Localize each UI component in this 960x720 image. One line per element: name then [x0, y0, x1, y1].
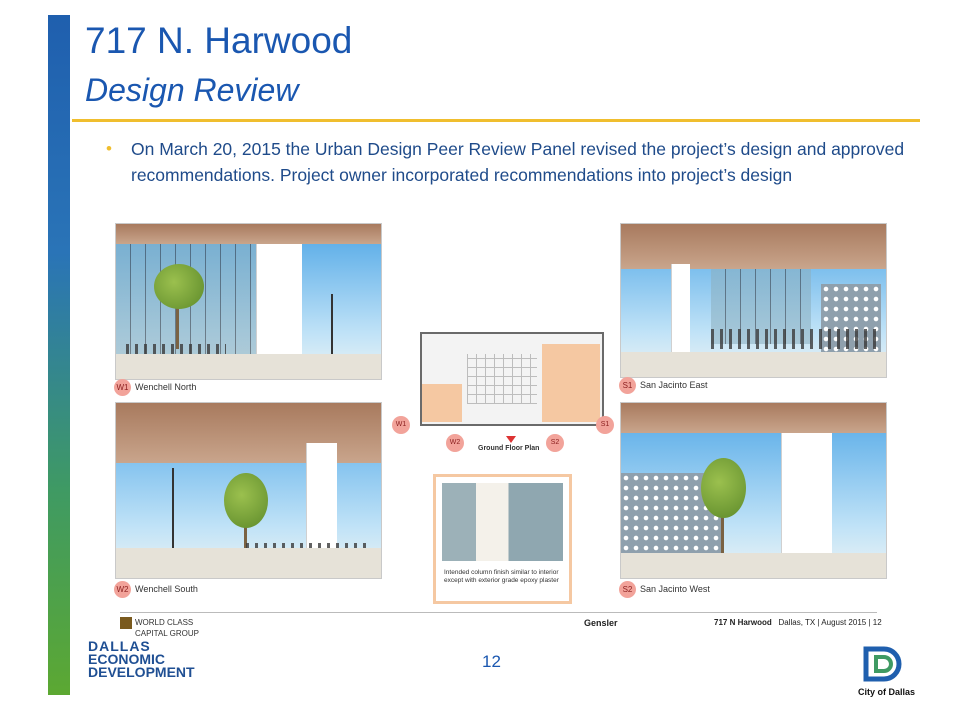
- plan-badge-s1: S1: [596, 416, 614, 434]
- column-detail-image: [442, 483, 563, 561]
- page-number: 12: [482, 652, 501, 671]
- plan-badge-w1: W1: [392, 416, 410, 434]
- city-of-dallas-logo-icon: [862, 645, 908, 683]
- logo-line-dallas: DALLAS: [88, 638, 151, 654]
- view-badge-s2: S2: [619, 581, 636, 598]
- world-class-capital-logo: [120, 617, 199, 638]
- north-arrow-icon: [506, 436, 516, 443]
- rendering-san-jacinto-east: [620, 223, 887, 378]
- sheet-location-date: Dallas, TX | August 2015: [778, 618, 867, 627]
- view-badge-s1: S1: [619, 377, 636, 394]
- caption-w1: [114, 379, 196, 396]
- city-of-dallas-label: City of Dallas: [858, 687, 916, 697]
- ground-floor-plan: [395, 320, 618, 470]
- view-badge-w2: W2: [114, 581, 131, 598]
- caption-w2-label: Wenchell South: [135, 583, 198, 594]
- logo-line-economic: ECONOMIC: [88, 651, 165, 667]
- caption-s2: [619, 581, 710, 598]
- rendering-wenchell-north: [115, 223, 382, 380]
- view-badge-w1: W1: [114, 379, 131, 396]
- architect-name: Gensler: [584, 618, 618, 628]
- client-name-line2: CAPITAL GROUP: [135, 629, 200, 638]
- caption-s1: [619, 377, 708, 394]
- accent-side-bar: [48, 15, 70, 695]
- column-finish-detail: [433, 474, 572, 604]
- caption-s2-label: San Jacinto West: [640, 583, 710, 594]
- sheet-info: 717 N Harwood Dallas, TX | August 2015 | 12: [714, 618, 882, 627]
- rendering-wenchell-south: [115, 402, 382, 579]
- bullet-text: On March 20, 2015 the Urban Design Peer Review Panel revised the project’s design and approved recommendations. Project owner incorporated recommendations into project’s design: [131, 139, 905, 185]
- caption-s1-label: San Jacinto East: [640, 379, 708, 390]
- sheet-project: 717 N Harwood: [714, 618, 772, 627]
- plan-badge-w2: W2: [446, 434, 464, 452]
- logo-line-development: DEVELOPMENT: [88, 664, 195, 680]
- slide-title: 717 N. Harwood: [85, 20, 353, 61]
- client-name-line1: WORLD CLASS: [135, 618, 194, 628]
- sheet-footer-rule: [120, 612, 877, 613]
- slide-subtitle: Design Review: [85, 72, 299, 108]
- plan-badge-s2: S2: [546, 434, 564, 452]
- caption-w2: [114, 581, 198, 598]
- plan-building-outline: [420, 332, 604, 426]
- dallas-economic-development-logo: [88, 640, 195, 679]
- bullet-icon: •: [106, 139, 112, 158]
- caption-w1-label: Wenchell North: [135, 381, 197, 392]
- column-finish-note: Intended column finish similar to interior except with exterior grade epoxy plaster: [444, 569, 559, 584]
- wc-logo-icon: [120, 617, 132, 629]
- rendering-san-jacinto-west: [620, 402, 887, 579]
- sheet-number: 12: [872, 618, 882, 627]
- title-divider: [72, 119, 920, 122]
- plan-label: Ground Floor Plan: [478, 445, 540, 452]
